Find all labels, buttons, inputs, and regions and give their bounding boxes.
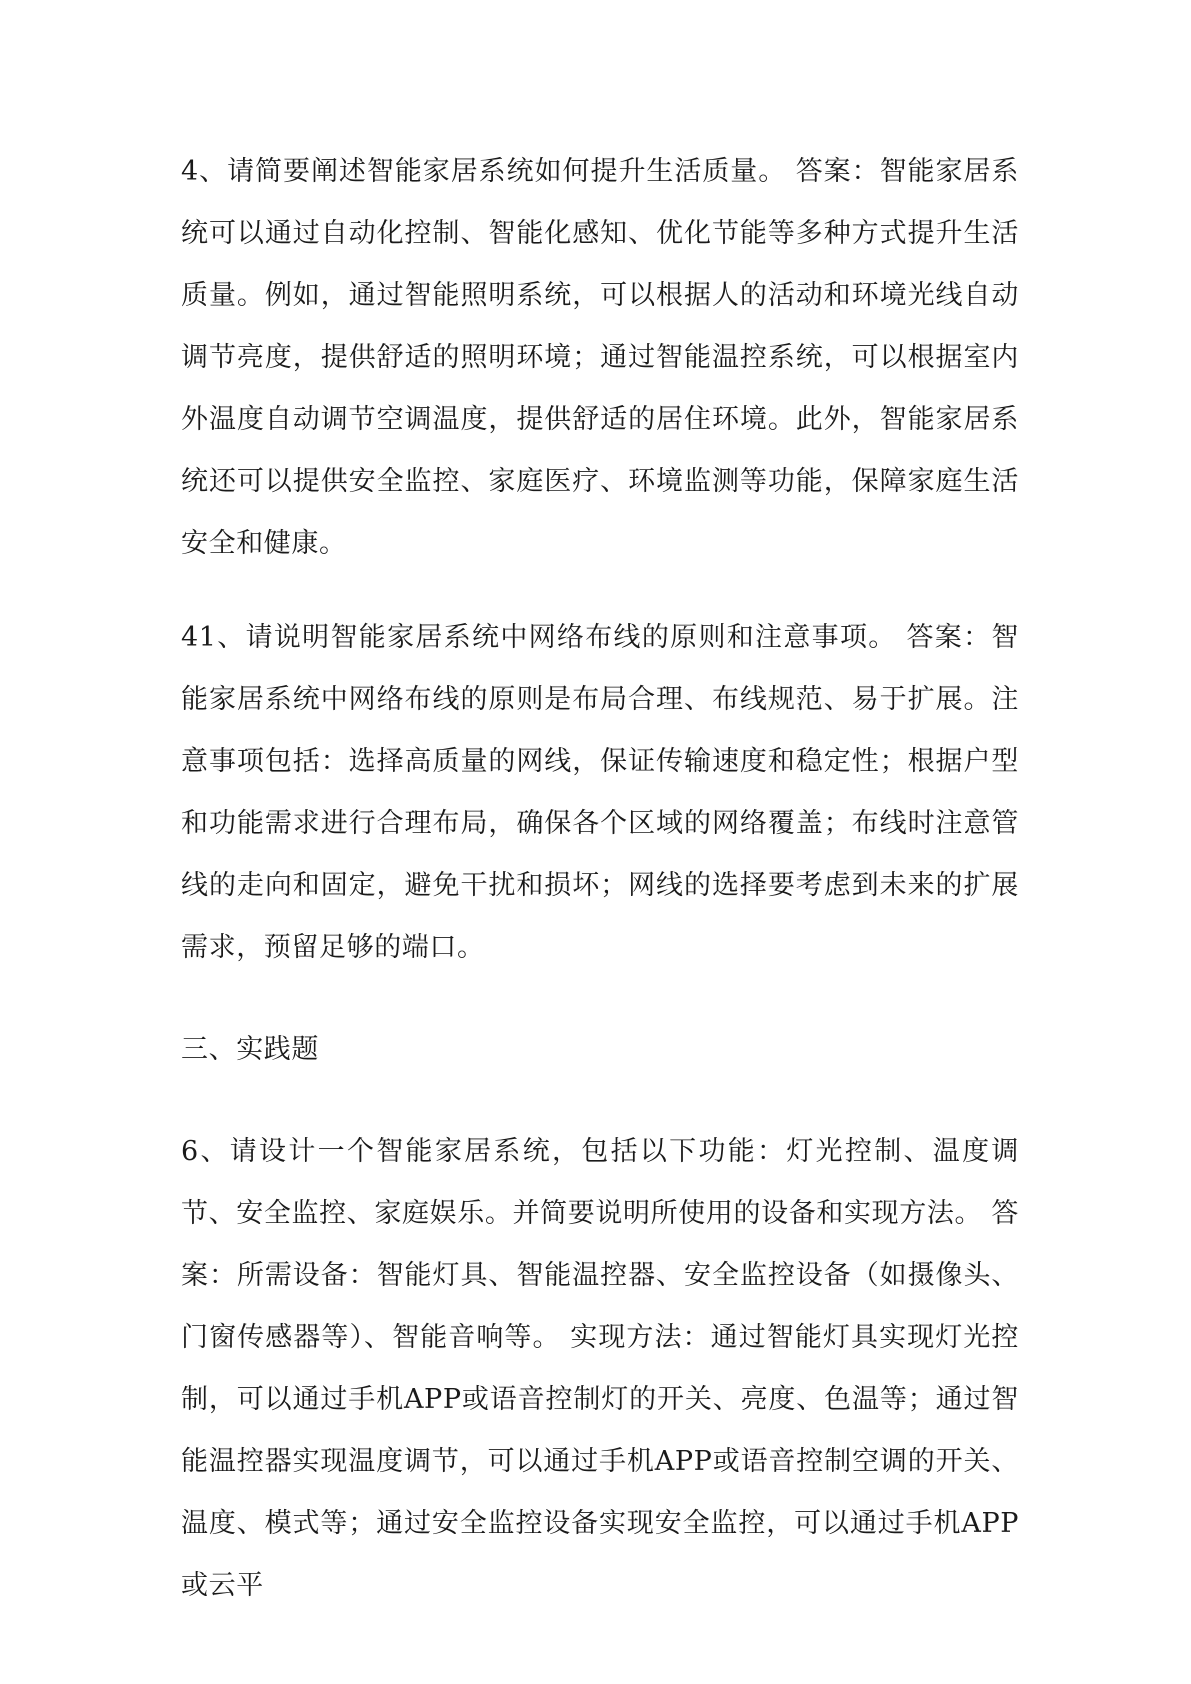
question-41-paragraph: 41、请说明智能家居系统中网络布线的原则和注意事项。 答案：智能家居系统中网络布线的原则是布局合理、布线规范、易于扩展。注意事项包括：选择高质量的网线，保证传输速度和稳定性；根据户型和功能需求进行合理布局，确保各个区域的网络覆盖；布线时注意管线的走向和固定，避免干扰和损坏；网线的选择要考虑到未来的扩展需求，预留足够的端口。 xyxy=(181,622,1019,963)
question-6-paragraph: 6、请设计一个智能家居系统，包括以下功能：灯光控制、温度调节、安全监控、家庭娱乐。并简要说明所使用的设备和实现方法。 答案：所需设备：智能灯具、智能温控器、安全监控设备（如摄像头、门窗传感器等）、智能音响等。 实现方法：通过智能灯具实现灯光控制，可以通过手机APP或语音控制灯的开关、亮度、色温等；通过智能温控器实现温度调节，可以通过手机APP或语音控制空调的开关、温度、模式等；通过安全监控设备实现安全监控，可以通过手机APP或云平 xyxy=(181,1136,1019,1601)
question-4-paragraph: 4、请简要阐述智能家居系统如何提升生活质量。 答案：智能家居系统可以通过自动化控制、智能化感知、优化节能等多种方式提升生活质量。例如，通过智能照明系统，可以根据人的活动和环境光线自动调节亮度，提供舒适的照明环境；通过智能温控系统，可以根据室内外温度自动调节空调温度，提供舒适的居住环境。此外，智能家居系统还可以提供安全监控、家庭医疗、环境监测等功能，保障家庭生活安全和健康。 xyxy=(181,156,1019,559)
section-heading: 三、实践题 xyxy=(181,1034,319,1065)
